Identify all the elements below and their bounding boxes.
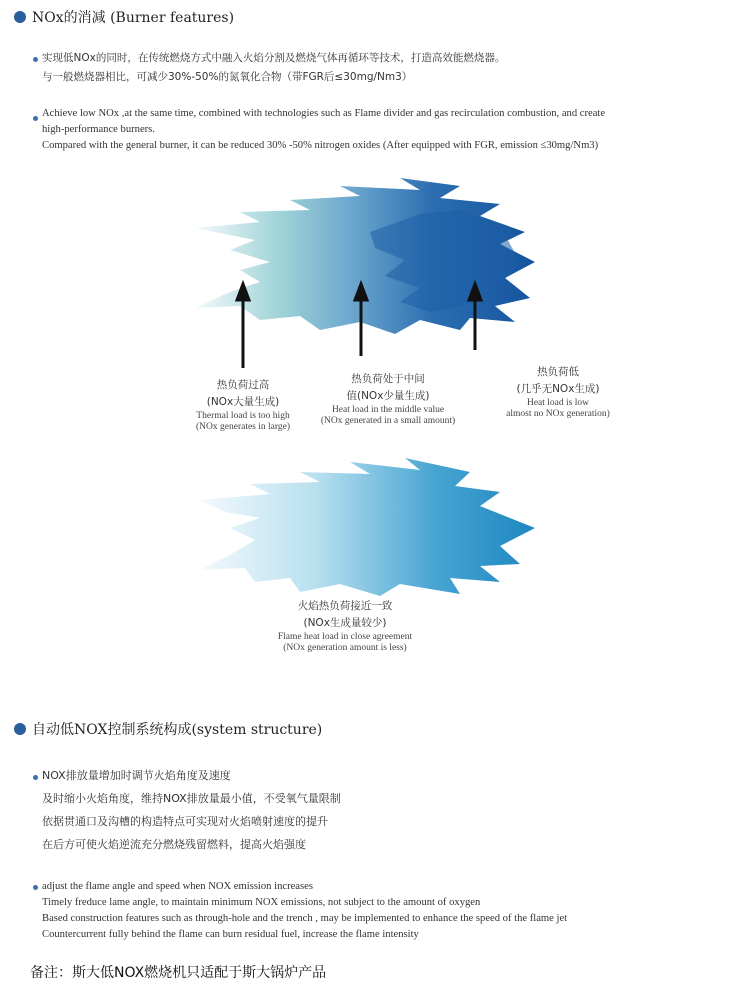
section2-en-block (42, 879, 567, 943)
label-high-en1: Thermal load is too high (196, 411, 290, 421)
label-even-load (250, 598, 440, 654)
label-even-en2: (NOx generation amount is less) (283, 643, 407, 653)
label-low-load (478, 364, 638, 420)
label-high-zh2: (NOx大量生成) (206, 396, 280, 408)
label-even-zh1: 火焰热负荷接近一致 (297, 600, 393, 612)
section1-en-line1: Achieve low NOx ,at the same time, combined with technologies such as Flame divider and gas recirculation combustion, and create (42, 108, 606, 119)
section-bullet-icon (14, 723, 26, 735)
footer-note: 备注：斯大低NOX燃烧机只适配于斯大锅炉产品 (30, 965, 327, 981)
section2-zh-line: NOX排放量增加时调节火焰角度及速度 (42, 769, 231, 782)
bullet-dot-icon (33, 775, 38, 780)
section1-zh-line2: 与一般燃烧器相比，可减少30%-50%的氮氧化合物（带FGR后≤30mg/Nm3） (42, 71, 413, 83)
label-mid-en1: Heat load in the middle value (331, 405, 445, 415)
section2-en-line: Based construction features such as through-hole and the trench , may be implemented to enhance the speed of the flame jet (42, 913, 568, 924)
arrow-up-icon (237, 284, 249, 300)
label-middle-load (298, 371, 478, 427)
label-mid-en2: (NOx generated in a small amount) (320, 416, 456, 426)
label-low-en2: almost no NOx generation) (506, 409, 610, 419)
section2-zh-line: 及时缩小火焰角度，维持NOX排放量最小值，不受氧气量限制 (42, 792, 341, 805)
section2-en-line: adjust the flame angle and speed when NOX emission increases (42, 881, 313, 892)
section1-en-line2: high-performance burners. (42, 124, 155, 135)
label-high-zh1: 热负荷过高 (216, 379, 270, 391)
section2-zh-line: 在后方可使火焰逆流充分燃烧残留燃料，提高火焰强度 (42, 838, 306, 851)
label-low-zh1: 热负荷低 (537, 366, 579, 378)
arrow-up-icon (469, 284, 481, 300)
section1-zh-line1: 实现低NOx的同时，在传统燃烧方式中融入火焰分割及燃烧气体再循环等技术，打造高效能燃烧器。 (42, 52, 506, 64)
section2-en-line: Countercurrent fully behind the flame can burn residual fuel, increase the flame intensity (42, 929, 419, 940)
label-low-en1: Heat load is low (526, 398, 589, 408)
section1-title: NOx的消减 (Burner features) (32, 10, 235, 26)
section2-en-line: Timely freduce lame angle, to maintain minimum NOX emissions, not subject to the amount of oxygen (42, 897, 481, 908)
label-mid-zh1: 热负荷处于中间 (351, 373, 425, 385)
bullet-dot-icon (33, 885, 38, 890)
label-high-en2: (NOx generates in large) (196, 422, 290, 432)
label-mid-zh2: 值(NOx少量生成) (346, 390, 430, 402)
arrow-up-icon (355, 284, 367, 300)
section2-zh-block (42, 764, 341, 856)
label-even-en1: Flame heat load in close agreement (277, 632, 413, 642)
label-even-zh2: (NOx生成量较少) (303, 617, 387, 629)
section2-title: 自动低NOX控制系统构成(system structure) (32, 722, 323, 738)
section2-zh-line: 依据贯通口及沟槽的构造特点可实现对火焰喷射速度的提升 (42, 815, 328, 828)
section1-en-line3: Compared with the general burner, it can be reduced 30% -50% nitrogen oxides (After equipped with FGR, emission ≤30mg/Nm3) (42, 140, 599, 151)
label-low-zh2: (几乎无NOx生成) (516, 383, 600, 395)
